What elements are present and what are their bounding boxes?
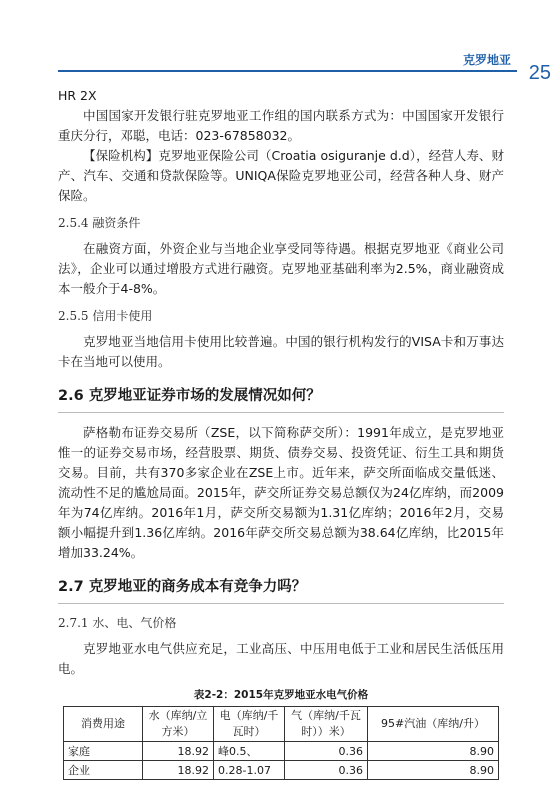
section-2-7-rule xyxy=(58,603,504,604)
utility-price-table xyxy=(63,706,499,780)
cell-usage: 企业 xyxy=(64,761,143,780)
section-2-6-rule xyxy=(58,412,504,413)
cell-water: 18.92 xyxy=(143,761,214,780)
section-2-7-title: 2.7 克罗地亚的商务成本有竞争力吗？ xyxy=(58,579,307,595)
table-header-row xyxy=(64,707,499,742)
col-usage: 消费用途 xyxy=(64,707,143,742)
cell-electricity: 峰0.5、 xyxy=(214,742,285,761)
cell-gasoline: 8.90 xyxy=(368,761,499,780)
financing-paragraph: 在融资方面，外资企业与当地企业享受同等待遇。根据克罗地亚《商业公司法》，企业可以通过增股方式进行融资。克罗地亚基础利率为2.5%，商业融资成本一般介于4-8%。 xyxy=(58,241,504,296)
section-2-7-heading xyxy=(58,577,504,604)
header-rule xyxy=(58,70,517,72)
cell-gas: 0.36 xyxy=(285,742,368,761)
contact-paragraph: 中国国家开发银行驻克罗地亚工作组的国内联系方式为：中国国家开发银行重庆分行，邓聪，电话：023-67858032。 xyxy=(58,108,504,143)
cell-gas: 0.36 xyxy=(285,761,368,780)
cell-water: 18.92 xyxy=(143,742,214,761)
postcode-line: HR 2X xyxy=(58,88,97,103)
col-gas: 气（库纳/千瓦时））米） xyxy=(285,707,368,742)
page-body xyxy=(58,86,504,780)
subsection-2-5-4-title: 2.5.4 融资条件 xyxy=(58,216,141,230)
table-row xyxy=(64,761,499,780)
header-title: 克罗地亚 xyxy=(462,53,511,67)
cell-usage: 家庭 xyxy=(64,742,143,761)
section-2-6-title: 2.6 克罗地亚证券市场的发展情况如何？ xyxy=(58,388,321,404)
col-water: 水（库纳/立方米） xyxy=(143,707,214,742)
securities-paragraph: 萨格勒布证券交易所（ZSE，以下简称萨交所）：1991年成立，是克罗地亚惟一的证券交易市场，经营股票、期货、债券交易、投资凭证、衍生工具和期货交易。目前，共有370多家企业在ZSE上市。近年来，萨交所面临成交量低迷、流动性不足的尴尬局面。2015年，萨交所证券交易总额仅为24亿库纳，而2009年为74亿库纳。2016年1月，萨交所交易额为1.31亿库纳；2016年2月，交易额小幅提升到1.36亿库纳。2016年萨交所交易总额为38.64亿库纳，比2015年增加33.24%。 xyxy=(58,425,504,560)
insurance-paragraph: 【保险机构】克罗地亚保险公司（Croatia osiguranje d.d），经营人寿、财产、汽车、交通和贷款保险等。UNIQA保险克罗地亚公司，经营各种人身、财产保险。 xyxy=(58,148,504,203)
subsection-2-5-5-title: 2.5.5 信用卡使用 xyxy=(58,309,153,323)
credit-card-paragraph: 克罗地亚当地信用卡使用比较普遍。中国的银行机构发行的VISA卡和万事达卡在当地可以使用。 xyxy=(58,334,504,369)
col-electricity: 电（库纳/千瓦时） xyxy=(214,707,285,742)
section-2-6-heading xyxy=(58,386,504,413)
table-row xyxy=(64,742,499,761)
utilities-paragraph: 克罗地亚水电气供应充足，工业高压、中压用电低于工业和居民生活低压用电。 xyxy=(58,641,504,676)
cell-electricity: 0.28-1.07 xyxy=(214,761,285,780)
table-caption: 表2-2：2015年克罗地亚水电气价格 xyxy=(193,689,369,701)
page-number: 25 xyxy=(528,62,551,84)
cell-gasoline: 8.90 xyxy=(368,742,499,761)
col-gasoline: 95#汽油（库纳/升） xyxy=(368,707,499,742)
subsection-2-7-1-title: 2.7.1 水、电、气价格 xyxy=(58,616,177,630)
